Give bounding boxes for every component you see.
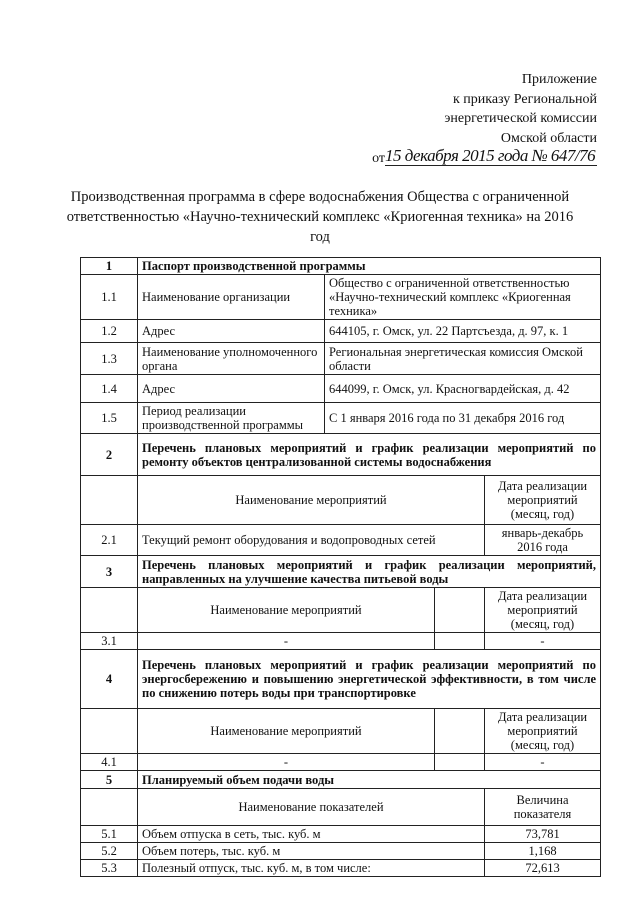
document-title: Производственная программа в сфере водоснабжения Общества с ограниченной ответственностью «Научно-технический комплекс «Криогенная техника» на 2016 год [66, 189, 574, 245]
row-label: Наименование уполномоченного органа [138, 343, 325, 375]
row-value: 644099, г. Омск, ул. Красногвардейская, д. 42 [325, 375, 601, 403]
row-date: - [485, 754, 601, 771]
empty-cell [435, 633, 485, 650]
appendix-line: Омской области [500, 130, 597, 146]
section-number: 1 [81, 258, 138, 275]
column-header-name: Наименование мероприятий [138, 709, 435, 754]
order-date-line [297, 148, 597, 170]
row-label: Адрес [138, 320, 325, 343]
row-number: 5.1 [81, 826, 138, 843]
empty-cell [81, 789, 138, 826]
row-date: - [485, 633, 601, 650]
section-number: 4 [81, 650, 138, 709]
row-name: - [138, 754, 435, 771]
section-header-row [81, 434, 601, 476]
row-name: Объем потерь, тыс. куб. м [138, 843, 485, 860]
section-header-row [81, 771, 601, 789]
row-number: 1.1 [81, 275, 138, 320]
table-row [81, 343, 601, 375]
row-number: 5.3 [81, 860, 138, 877]
column-header-row [81, 709, 601, 754]
appendix-line: энергетической комиссии [444, 111, 597, 126]
table-row [81, 633, 601, 650]
date-prefix: от [372, 150, 385, 166]
empty-cell [435, 754, 485, 771]
column-header-value: Величина показателя [485, 789, 601, 826]
column-header-row [81, 789, 601, 826]
row-value: 73,781 [485, 826, 601, 843]
section-title: Перечень плановых мероприятий и график реализации мероприятий, направленных на улучшение качества питьевой воды [138, 556, 601, 588]
table-row [81, 826, 601, 843]
section-number: 5 [81, 771, 138, 789]
table-row [81, 754, 601, 771]
section-number: 2 [81, 434, 138, 476]
row-value: Общество с ограниченной ответственностью «Научно-технический комплекс «Криогенная техника» [325, 275, 601, 320]
row-number: 4.1 [81, 754, 138, 771]
row-value: Региональная энергетическая комиссия Омской области [325, 343, 601, 375]
empty-cell [81, 588, 138, 633]
section-header-row [81, 650, 601, 709]
appendix-line: Приложение [521, 72, 597, 87]
row-number: 3.1 [81, 633, 138, 650]
table-row [81, 375, 601, 403]
section-title: Планируемый объем подачи воды [138, 771, 601, 789]
column-header-name: Наименование показателей [138, 789, 485, 826]
section-header-row [81, 258, 601, 275]
row-name: Полезный отпуск, тыс. куб. м, в том числе: [138, 860, 485, 877]
row-number: 1.3 [81, 343, 138, 375]
row-date: январь-декабрь 2016 года [485, 525, 601, 556]
table-row [81, 525, 601, 556]
row-value: 644105, г. Омск, ул. 22 Партсъезда, д. 97, к. 1 [325, 320, 601, 343]
section-title: Перечень плановых мероприятий и график реализации мероприятий по ремонту объектов централизованной системы водоснабжения [138, 434, 601, 476]
row-name: - [138, 633, 435, 650]
column-header-date: Дата реализации мероприятий (месяц, год) [485, 476, 601, 525]
section-header-row [81, 556, 601, 588]
row-label: Адрес [138, 375, 325, 403]
appendix-line: к приказу Региональной [452, 91, 597, 107]
section-title: Паспорт производственной программы [138, 258, 601, 275]
table-row [81, 860, 601, 877]
table-row [81, 843, 601, 860]
column-header-name: Наименование мероприятий [138, 476, 485, 525]
column-header-name: Наименование мероприятий [138, 588, 435, 633]
column-header-date: Дата реализации мероприятий (месяц, год) [485, 709, 601, 754]
handwritten-date-number: 15 декабря 2015 года № 647/76 [385, 146, 596, 165]
empty-cell [81, 476, 138, 525]
row-value: 1,168 [485, 843, 601, 860]
row-name: Объем отпуска в сеть, тыс. куб. м [138, 826, 485, 843]
row-name: Текущий ремонт оборудования и водопроводных сетей [138, 525, 485, 556]
column-header-date: Дата реализации мероприятий (месяц, год) [485, 588, 601, 633]
section-number: 3 [81, 556, 138, 588]
row-number: 1.5 [81, 403, 138, 434]
empty-cell [435, 588, 485, 633]
table-row [81, 320, 601, 343]
section-title: Перечень плановых мероприятий и график реализации мероприятий по энергосбережению и повышению энергетической эффективности, в том числе по снижению потерь воды при транспортировке [138, 650, 601, 709]
empty-cell [435, 709, 485, 754]
row-value: 72,613 [485, 860, 601, 877]
row-number: 2.1 [81, 525, 138, 556]
column-header-row [81, 588, 601, 633]
row-label: Наименование организации [138, 275, 325, 320]
column-header-row [81, 476, 601, 525]
appendix-header [297, 70, 597, 170]
table-row [81, 275, 601, 320]
empty-cell [81, 709, 138, 754]
program-table [80, 257, 601, 877]
row-number: 1.2 [81, 320, 138, 343]
row-label: Период реализации производственной программы [138, 403, 325, 434]
row-number: 1.4 [81, 375, 138, 403]
table-row [81, 403, 601, 434]
row-number: 5.2 [81, 843, 138, 860]
row-value: С 1 января 2016 года по 31 декабря 2016 год [325, 403, 601, 434]
